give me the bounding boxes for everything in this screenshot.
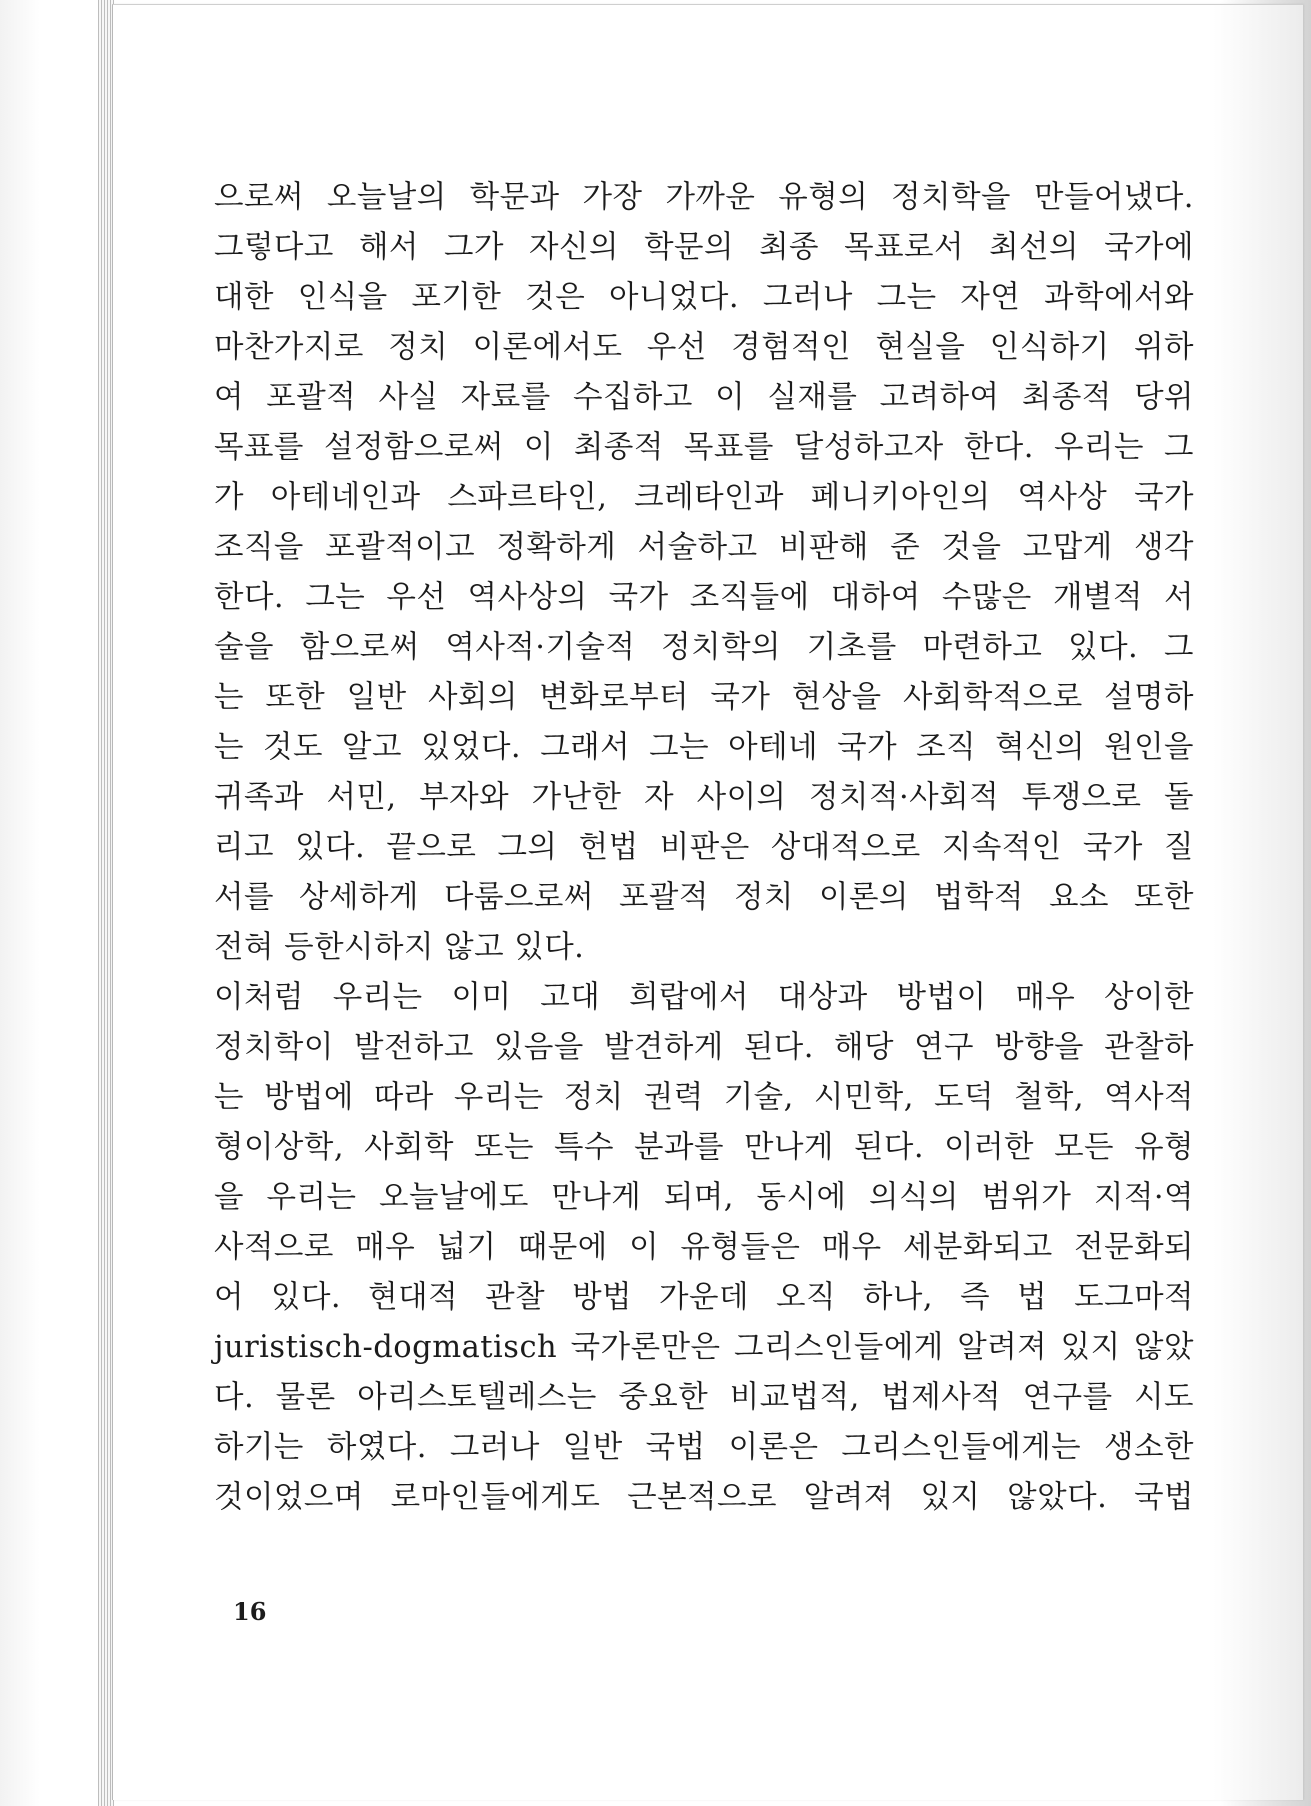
- text-line: 사적으로 매우 넓기 때문에 이 유형들은 매우 세분화되고 전문화되: [214, 1230, 1194, 1265]
- text-line: 형이상학, 사회학 또는 특수 분과를 만나게 된다. 이러한 모든 유형: [214, 1130, 1194, 1165]
- body-text: [214, 173, 1194, 1523]
- page-number: 16: [233, 1597, 267, 1626]
- book-page: [112, 4, 1303, 1800]
- text-line: 서를 상세하게 다룸으로써 포괄적 정치 이론의 법학적 요소 또한: [214, 880, 1194, 915]
- text-line: juristisch-dogmatisch 국가론만은 그리스인들에게 알려져 있지 않았: [214, 1330, 1194, 1365]
- text-line: 가 아테네인과 스파르타인, 크레타인과 페니키아인의 역사상 국가: [214, 480, 1194, 515]
- text-line: 이처럼 우리는 이미 고대 희랍에서 대상과 방법이 매우 상이한: [214, 980, 1194, 1015]
- text-line: 어 있다. 현대적 관찰 방법 가운데 오직 하나, 즉 법 도그마적: [214, 1280, 1194, 1315]
- text-line: 대한 인식을 포기한 것은 아니었다. 그러나 그는 자연 과학에서와: [214, 280, 1194, 315]
- text-line: 는 것도 알고 있었다. 그래서 그는 아테네 국가 조직 혁신의 원인을: [214, 730, 1194, 765]
- text-line: 목표를 설정함으로써 이 최종적 목표를 달성하고자 한다. 우리는 그: [214, 430, 1194, 465]
- text-line: 귀족과 서민, 부자와 가난한 자 사이의 정치적·사회적 투쟁으로 돌: [214, 780, 1194, 815]
- text-line: 다. 물론 아리스토텔레스는 중요한 비교법적, 법제사적 연구를 시도: [214, 1380, 1194, 1415]
- text-line: 그렇다고 해서 그가 자신의 학문의 최종 목표로서 최선의 국가에: [214, 230, 1194, 265]
- text-line: 술을 함으로써 역사적·기술적 정치학의 기초를 마련하고 있다. 그: [214, 630, 1194, 665]
- text-line: 조직을 포괄적이고 정확하게 서술하고 비판해 준 것을 고맙게 생각: [214, 530, 1194, 565]
- text-line: 것이었으며 로마인들에게도 근본적으로 알려져 있지 않았다. 국법: [214, 1480, 1194, 1515]
- text-line: 한다. 그는 우선 역사상의 국가 조직들에 대하여 수많은 개별적 서: [214, 580, 1194, 615]
- text-line: 여 포괄적 사실 자료를 수집하고 이 실재를 고려하여 최종적 당위: [214, 380, 1194, 415]
- text-line: 정치학이 발전하고 있음을 발견하게 된다. 해당 연구 방향을 관찰하: [214, 1030, 1194, 1065]
- text-line: 전혀 등한시하지 않고 있다.: [214, 930, 585, 965]
- text-line: 마찬가지로 정치 이론에서도 우선 경험적인 현실을 인식하기 위하: [214, 330, 1194, 365]
- text-line: 으로써 오늘날의 학문과 가장 가까운 유형의 정치학을 만들어냈다.: [214, 180, 1194, 215]
- text-line: 는 방법에 따라 우리는 정치 권력 기술, 시민학, 도덕 철학, 역사적: [214, 1080, 1194, 1115]
- text-line: 하기는 하였다. 그러나 일반 국법 이론은 그리스인들에게는 생소한: [214, 1430, 1194, 1465]
- page-shadow: [1213, 5, 1303, 1800]
- text-line: 을 우리는 오늘날에도 만나게 되며, 동시에 의식의 범위가 지적·역: [214, 1180, 1194, 1215]
- text-line: 는 또한 일반 사회의 변화로부터 국가 현상을 사회학적으로 설명하: [214, 680, 1194, 715]
- text-line: 리고 있다. 끝으로 그의 헌법 비판은 상대적으로 지속적인 국가 질: [214, 830, 1194, 865]
